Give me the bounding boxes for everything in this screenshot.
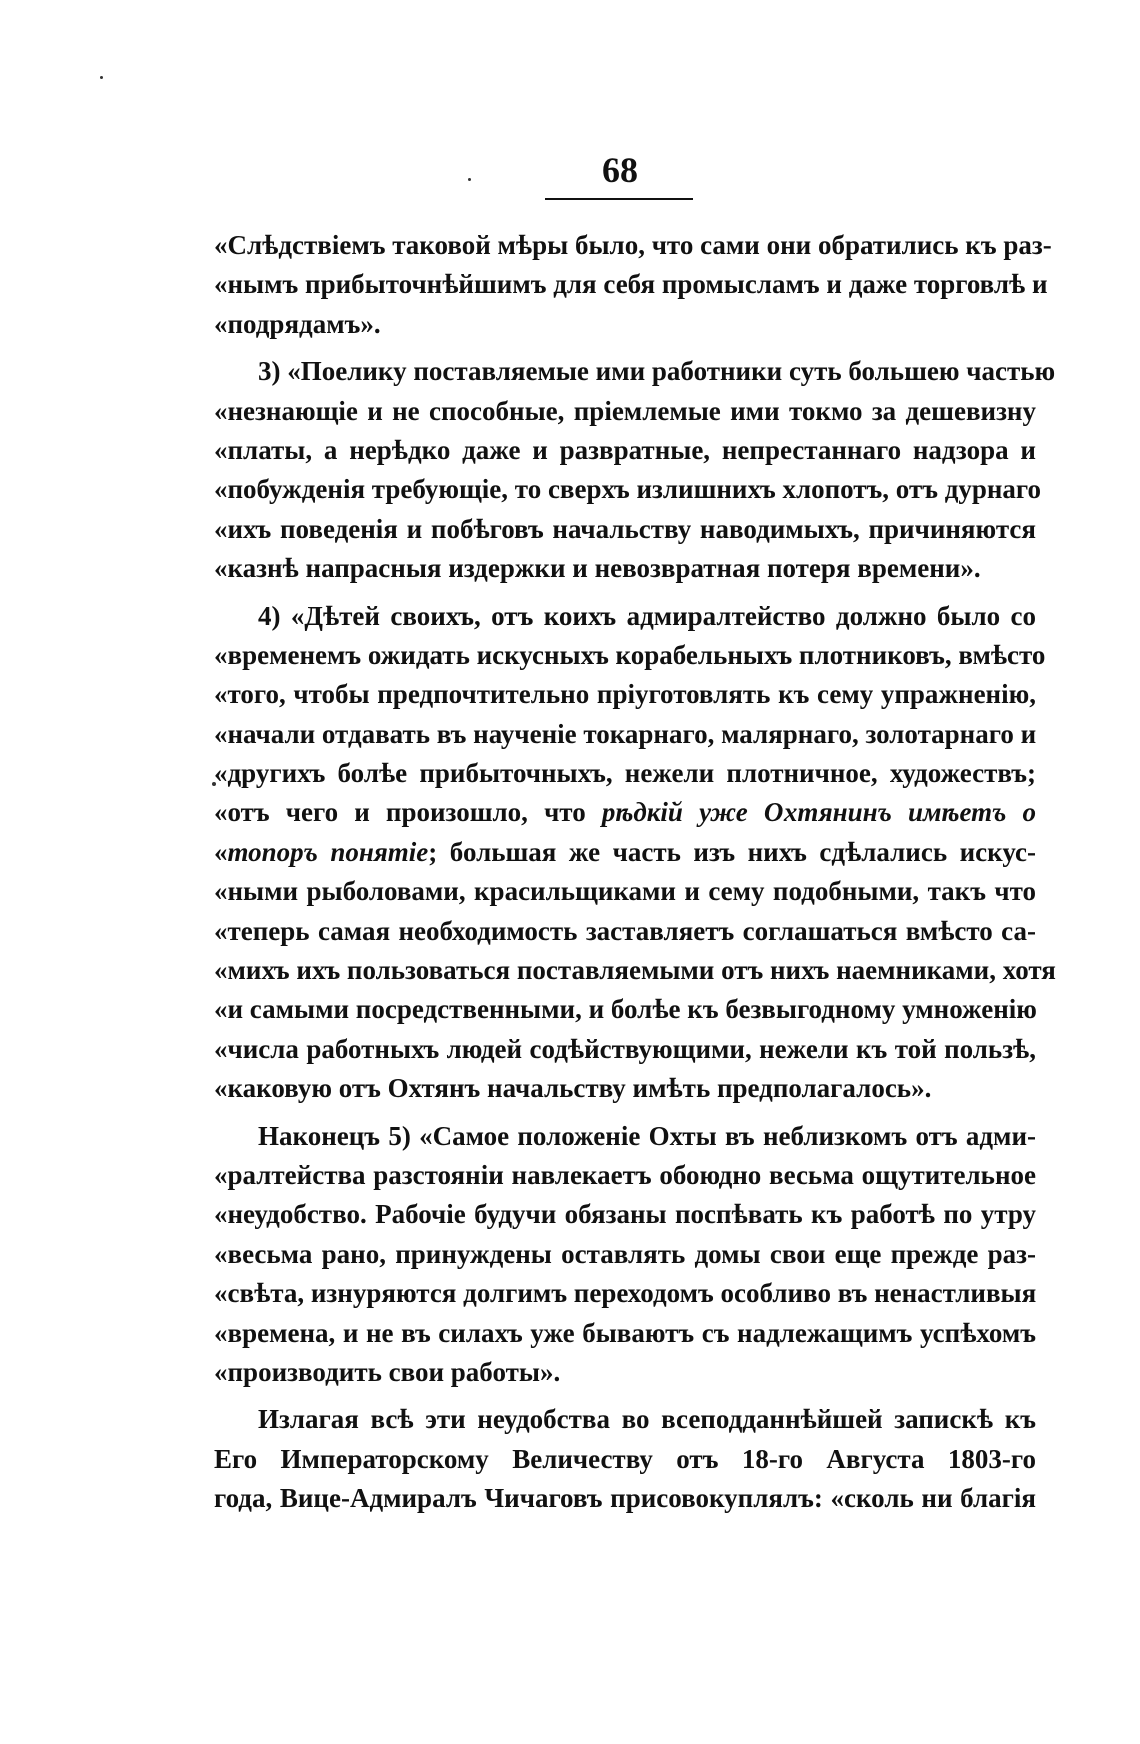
text-line: Его Императорскому Величеству отъ 18-го Августа 1803-го xyxy=(214,1443,1036,1474)
text-line: «незнающіе и не способные, пріемлемые ими токмо за дешевизну xyxy=(214,395,1036,426)
italic-phrase: топоръ понятіе xyxy=(227,836,429,867)
text-line: 3) «Поелику поставляемые ими работники суть большею частью xyxy=(258,356,1056,387)
text-line: «того, чтобы предпочтительно пріуготовлять къ сему упражненію, xyxy=(214,679,1036,710)
text-line: Излагая всѣ эти неудобства во всеподданнѣйшей запискѣ къ xyxy=(258,1404,1036,1435)
text-line: «свѣта, изнуряются долгимъ переходомъ особливо въ ненастливыя xyxy=(214,1278,1037,1309)
text-line: «числа работныхъ людей содѣйствующими, нежели къ той пользѣ, xyxy=(214,1033,1036,1064)
text-line: «ными рыболовами, красильщиками и сему подобными, такъ что xyxy=(214,876,1036,907)
text-line: «михъ ихъ пользоваться поставляемыми отъ нихъ наемниками, хотя xyxy=(214,955,1056,986)
text-line: «платы, а нерѣдко даже и развратные, непрестаннаго надзора и xyxy=(214,434,1036,465)
text-line-with-italic: «отъ чего и произошло, что рѣдкій уже Охтянинъ имѣетъ о xyxy=(214,797,1036,828)
text-line-with-italic: «топоръ понятіе; большая же часть изъ нихъ сдѣлались искус- xyxy=(214,836,1036,867)
specks xyxy=(100,76,103,79)
text-line: «казнѣ напрасныя издержки и невозвратная потеря времени». xyxy=(214,553,981,584)
text-line: «теперь самая необходимость заставляетъ соглашаться вмѣсто са- xyxy=(214,915,1036,946)
text-line: «временемъ ожидать искусныхъ корабельныхъ плотниковъ, вмѣсто xyxy=(214,639,1046,670)
specks xyxy=(468,178,471,181)
text-line: «подрядамъ». xyxy=(214,308,381,339)
text-line: «нымъ прибыточнѣйшимъ для себя промысламъ и даже торговлѣ и xyxy=(214,269,1048,300)
italic-phrase: рѣдкій уже Охтянинъ имѣетъ о xyxy=(601,797,1036,828)
page-number-rule xyxy=(545,198,693,200)
text-line: «другихъ болѣе прибыточныхъ, нежели плотничное, художествъ; xyxy=(214,758,1036,789)
text-line: «побужденія требующіе, то сверхъ излишнихъ хлопотъ, отъ дурнаго xyxy=(214,474,1042,505)
text-body xyxy=(214,226,1056,1519)
page-number: 68 xyxy=(602,150,638,190)
text-line: «начали отдавать въ наученіе токарнаго, малярнаго, золотарнаго и xyxy=(214,718,1037,749)
text-line: «и самыми посредственными, и болѣе къ безвыгодному умноженію xyxy=(214,994,1037,1025)
text-line: года, Вице-Адмиралъ Чичаговъ присовокуплялъ: «сколь ни благія xyxy=(214,1483,1036,1514)
text-line: Наконецъ 5) «Самое положеніе Охты въ неблизкомъ отъ адми- xyxy=(258,1120,1036,1151)
text-line: «неудобство. Рабочіе будучи обязаны поспѣвать къ работѣ по утру xyxy=(214,1199,1036,1230)
text-line: «Слѣдствіемъ таковой мѣры было, что сами они обратились къ раз- xyxy=(214,230,1052,260)
text-line: «весьма рано, принуждены оставлять домы свои еще прежде раз- xyxy=(214,1238,1036,1269)
text-line: «ихъ поведенія и побѣговъ начальству наводимыхъ, причиняются xyxy=(214,513,1036,544)
text-line: «каковую отъ Охтянъ начальству имѣть предполагалось». xyxy=(214,1073,932,1104)
text-line: «производить свои работы». xyxy=(214,1356,561,1387)
text-line: «времена, и не въ силахъ уже бываютъ съ надлежащимъ успѣхомъ xyxy=(214,1317,1036,1348)
text-line: «ралтейства разстояніи навлекаетъ обоюдно весьма ощутительное xyxy=(214,1159,1036,1190)
text-line: 4) «Дѣтей своихъ, отъ коихъ адмиралтейство должно было со xyxy=(258,600,1036,631)
